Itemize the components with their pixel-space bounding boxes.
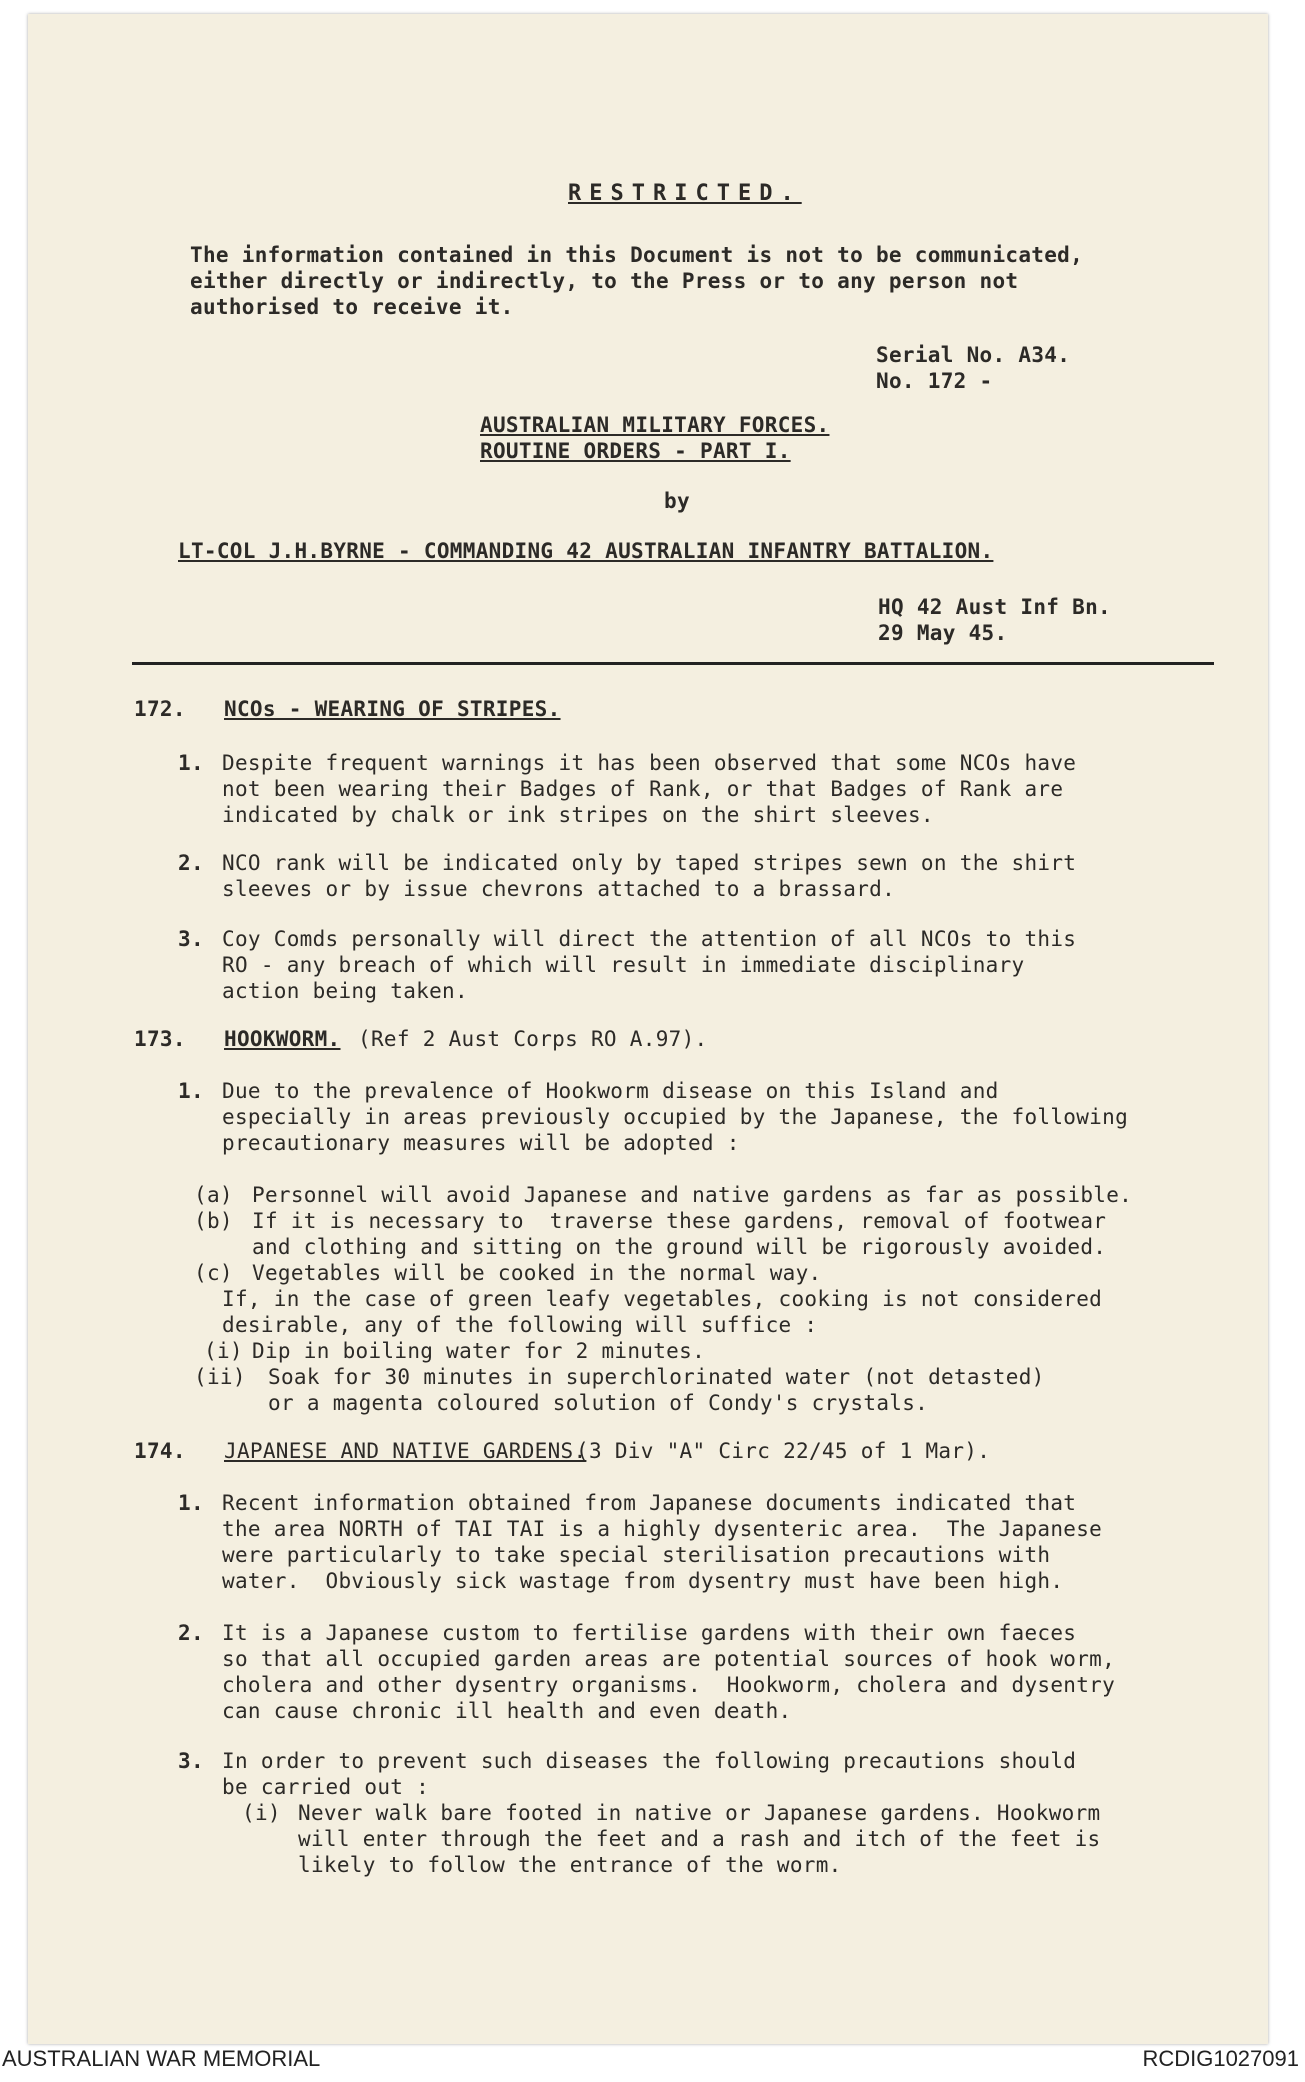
para-line: the area NORTH of TAI TAI is a highly dysenteric area. The Japanese (222, 1517, 1103, 1541)
para-line: Due to the prevalence of Hookworm disease on this Island and (222, 1079, 999, 1103)
subitem-label: (a) (194, 1183, 233, 1207)
para-line: Recent information obtained from Japanese documents indicated that (222, 1491, 1077, 1515)
para-number: 2. (178, 1621, 204, 1645)
subitem-label: (ii) (194, 1365, 246, 1389)
para-line: action being taken. (222, 979, 468, 1003)
para-line: can cause chronic ill health and even death. (222, 1699, 792, 1723)
archive-id-label: RCDIG1027091 (1142, 2046, 1299, 2071)
subitem-line: Never walk bare footed in native or Japanese gardens. Hookworm (298, 1801, 1101, 1825)
order-number: No. 172 - (876, 369, 993, 393)
para-number: 3. (178, 1749, 204, 1773)
subitem-line: Personnel will avoid Japanese and native gardens as far as possible. (252, 1183, 1133, 1207)
para-line: It is a Japanese custom to fertilise gardens with their own faeces (222, 1621, 1077, 1645)
subitem-line: will enter through the feet and a rash and itch of the feet is (298, 1827, 1101, 1851)
section-number: 173. (134, 1027, 186, 1051)
header-divider (132, 662, 1214, 665)
subitem-label: (c) (194, 1261, 233, 1285)
section-number: 172. (134, 697, 186, 721)
notice-line-2: either directly or indirectly, to the Press or to any person not (190, 269, 1019, 293)
para-line: RO - any breach of which will result in immediate disciplinary (222, 953, 1025, 977)
para-line: so that all occupied garden areas are potential sources of hook worm, (222, 1647, 1116, 1671)
subitem-line: If, in the case of green leafy vegetables, cooking is not considered (222, 1287, 1103, 1311)
para-line: NCO rank will be indicated only by taped stripes sewn on the shirt (222, 851, 1077, 875)
section-title: JAPANESE AND NATIVE GARDENS. (224, 1439, 587, 1463)
routine-orders-title: ROUTINE ORDERS - PART I. (480, 439, 791, 463)
subitem-label: (i) (242, 1801, 281, 1825)
classification-heading: RESTRICTED. (568, 181, 802, 206)
para-line: water. Obviously sick wastage from dysentry must have been high. (222, 1569, 1064, 1593)
subitem-line: desirable, any of the following will suffice : (222, 1313, 818, 1337)
subitem-line: and clothing and sitting on the ground will be rigorously avoided. (252, 1235, 1107, 1259)
para-line: sleeves or by issue chevrons attached to a brassard. (222, 877, 896, 901)
para-line: be carried out : (222, 1775, 430, 1799)
para-line: Coy Comds personally will direct the attention of all NCOs to this (222, 927, 1077, 951)
subitem-line: or a magenta coloured solution of Condy's crystals. (268, 1391, 929, 1415)
hq-label: HQ 42 Aust Inf Bn. (878, 595, 1111, 619)
para-number: 1. (178, 1079, 204, 1103)
para-line: especially in areas previously occupied by the Japanese, the following (222, 1105, 1129, 1129)
subitem-label: (b) (194, 1209, 233, 1233)
subitem-line: Soak for 30 minutes in superchlorinated water (not detasted) (268, 1365, 1045, 1389)
archive-source-label: AUSTRALIAN WAR MEMORIAL (2, 2046, 321, 2071)
serial-number: Serial No. A34. (876, 343, 1071, 367)
by-label: by (664, 489, 690, 513)
org-title: AUSTRALIAN MILITARY FORCES. (480, 413, 830, 437)
subitem-line: Vegetables will be cooked in the normal way. (252, 1261, 822, 1285)
notice-line-3: authorised to receive it. (190, 295, 514, 319)
subitem-line: likely to follow the entrance of the worm. (298, 1853, 842, 1877)
para-number: 1. (178, 751, 204, 775)
subitem-line: If it is necessary to traverse these gardens, removal of footwear (252, 1209, 1107, 1233)
para-line: cholera and other dysentry organisms. Hookworm, cholera and dysentry (222, 1673, 1116, 1697)
notice-line-1: The information contained in this Document is not to be communicated, (190, 243, 1084, 267)
para-line: indicated by chalk or ink stripes on the shirt sleeves. (222, 803, 934, 827)
para-line: not been wearing their Badges of Rank, or that Badges of Rank are (222, 777, 1064, 801)
subitem-line: Dip in boiling water for 2 minutes. (252, 1339, 706, 1363)
para-line: In order to prevent such diseases the following precautions should (222, 1749, 1077, 1773)
para-number: 2. (178, 851, 204, 875)
date-label: 29 May 45. (878, 621, 1008, 645)
section-reference: (3 Div "A" Circ 22/45 of 1 Mar). (576, 1439, 991, 1463)
section-title: HOOKWORM. (224, 1027, 341, 1051)
para-line: precautionary measures will be adopted : (222, 1131, 740, 1155)
para-number: 3. (178, 927, 204, 951)
para-number: 1. (178, 1491, 204, 1515)
section-reference: (Ref 2 Aust Corps RO A.97). (358, 1027, 708, 1051)
para-line: were particularly to take special sterilisation precautions with (222, 1543, 1051, 1567)
section-title: NCOs - WEARING OF STRIPES. (224, 697, 561, 721)
para-line: Despite frequent warnings it has been observed that some NCOs have (222, 751, 1077, 775)
document-page (28, 14, 1268, 2044)
subitem-label: (i) (204, 1339, 243, 1363)
commander-line: LT-COL J.H.BYRNE - COMMANDING 42 AUSTRALIAN INFANTRY BATTALION. (178, 539, 994, 563)
section-number: 174. (134, 1439, 186, 1463)
